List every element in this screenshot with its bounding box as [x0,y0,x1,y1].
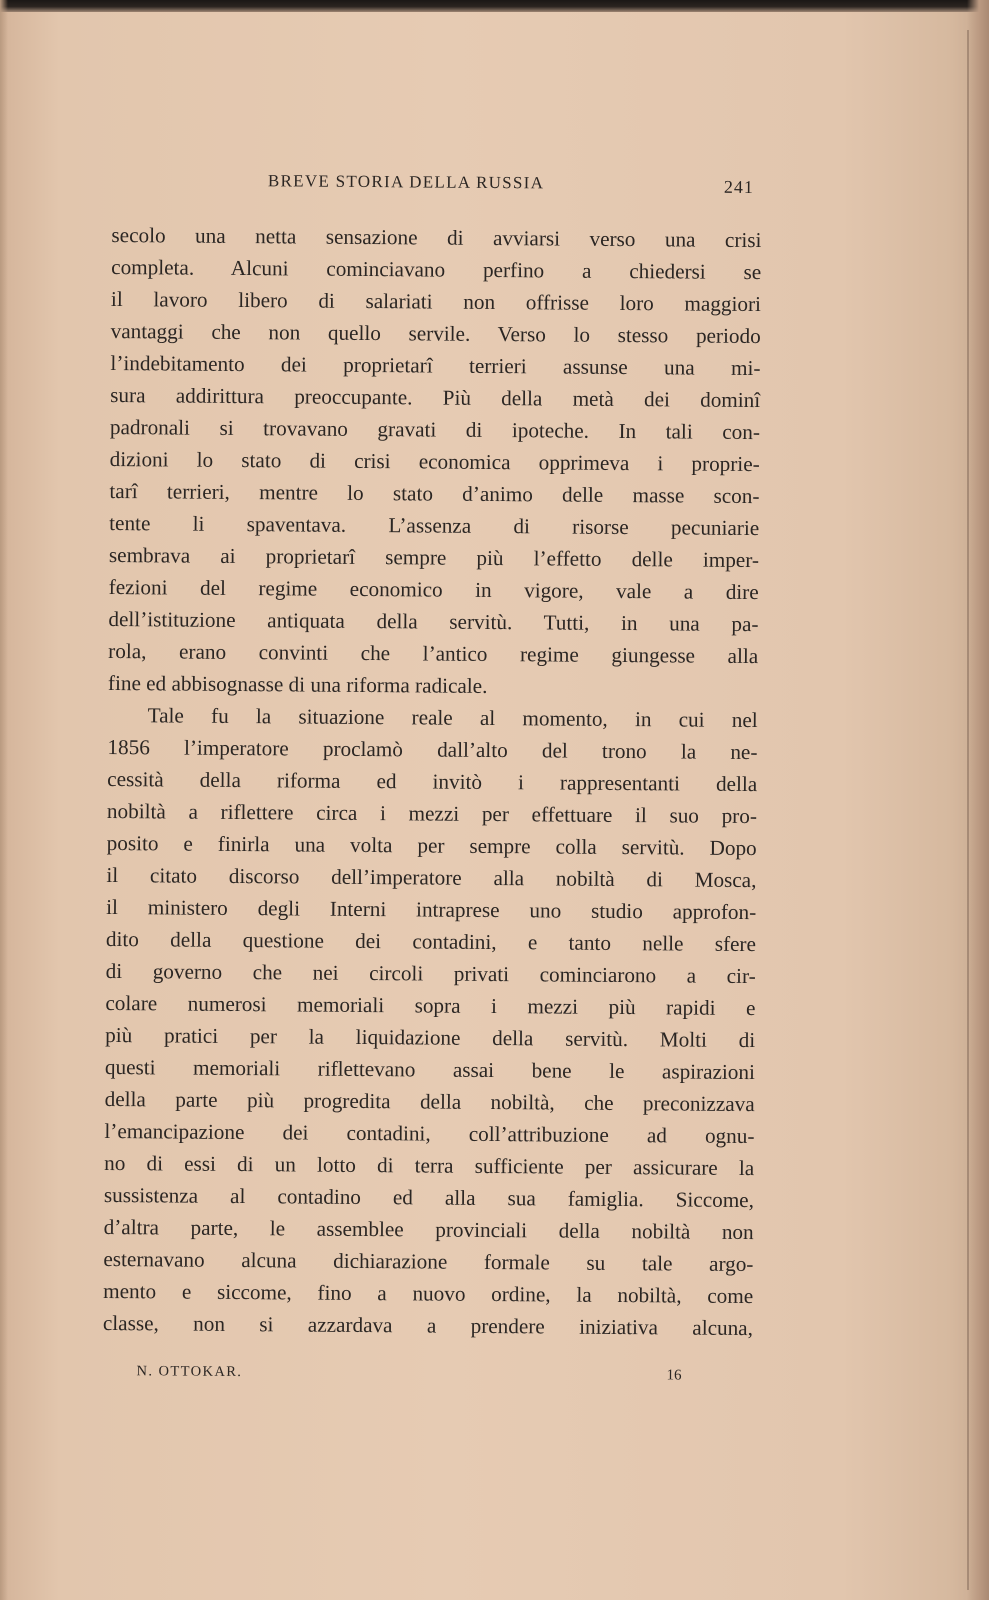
text-line: della parte più progredita della nobiltà, che preconizzava [104,1086,755,1117]
text-line: dizioni lo stato di crisi economica opprimeva i proprie- [109,446,760,477]
text-line: classe, non si azzardava a prendere iniziativa alcuna, [102,1310,754,1341]
text-line: colare numerosi memoriali sopra i mezzi più rapidi e [105,990,756,1021]
text-line: posito e finirla una volta per sempre colla servitù. Dopo [106,830,757,861]
text-line: vantaggi che non quello servile. Verso lo stesso periodo [110,318,761,349]
text-line: esternavano alcuna dichiarazione formale su tale argo- [103,1246,754,1277]
text-line: completa. Alcuni cominciavano perfino a chiedersi se [111,254,762,285]
text-line: no di essi di un lotto di terra sufficiente per assicurare la [104,1150,755,1181]
text-line: d’altra parte, le assemblee provinciali della nobiltà non [103,1214,754,1245]
text-line: 1856 l’imperatore proclamò dall’alto del trono la ne- [107,734,758,765]
text-line: questi memoriali riflettevano assai bene le aspirazioni [104,1054,756,1085]
text-line: tarî terrieri, mentre lo stato d’animo delle masse scon- [109,478,760,509]
page-footer [102,1363,752,1398]
right-margin-line [967,30,969,1590]
text-line: sembrava ai proprietarî sempre più l’effetto delle imper- [108,542,760,573]
text-line: più pratici per la liquidazione della servitù. Molti di [105,1022,756,1053]
text-line: tente li spaventava. L’assenza di risorse pecuniarie [109,510,760,541]
signature-number: 16 [666,1367,682,1384]
text-line: il ministero degli Interni intraprese uno studio approfon- [106,894,757,925]
running-title: BREVE STORIA DELLA RUSSIA [267,171,545,193]
text-line: dell’istituzione antiquata della servitù. Tutti, in una pa- [108,606,759,637]
text-line: il lavoro libero di salariati non offrisse loro maggiori [110,286,762,317]
text-line: nobiltà a riflettere circa i mezzi per effettuare il suo pro- [106,798,758,829]
text-line: padronali si trovavano gravati di ipoteche. In tali con- [109,414,761,445]
text-line: cessità della riforma ed invitò i rappresentanti della [107,766,758,797]
running-header [112,170,762,209]
text-line: sura addirittura preoccupante. Più della metà dei dominî [110,382,761,413]
text-line: di governo che nei circoli privati cominciarono a cir- [105,958,756,989]
text-line: rola, erano convinti che l’antico regime giungesse alla [108,638,759,669]
body-text [103,219,762,1344]
right-page-edge [967,0,989,1600]
signature-mark: N. OTTOKAR. [136,1363,243,1381]
paragraph-end-line: fine ed abbisognasse di una riforma radicale. [107,670,488,698]
text-line: sussistenza al contadino ed alla sua famiglia. Siccome, [103,1182,755,1213]
text-line: dito della questione dei contadini, e tanto nelle sfere [105,926,757,957]
text-line: il citato discorso dell’imperatore alla nobiltà di Mosca, [106,862,757,893]
paragraph-first-line: Tale fu la situazione reale al momento, in cui nel [147,703,758,733]
text-line: mento e siccome, fino a nuovo ordine, la nobiltà, come [103,1278,754,1309]
text-line: l’emancipazione dei contadini, coll’attribuzione ad ognu- [104,1118,755,1149]
text-line: fezioni del regime economico in vigore, vale a dire [108,574,759,605]
left-page-edge [0,0,8,1600]
page-number: 241 [723,176,754,198]
text-line: l’indebitamento dei proprietarî terrieri assunse una mi- [110,350,761,381]
top-dark-edge [0,0,989,12]
text-line: secolo una netta sensazione di avviarsi verso una crisi [111,222,762,253]
book-page [102,170,762,1398]
